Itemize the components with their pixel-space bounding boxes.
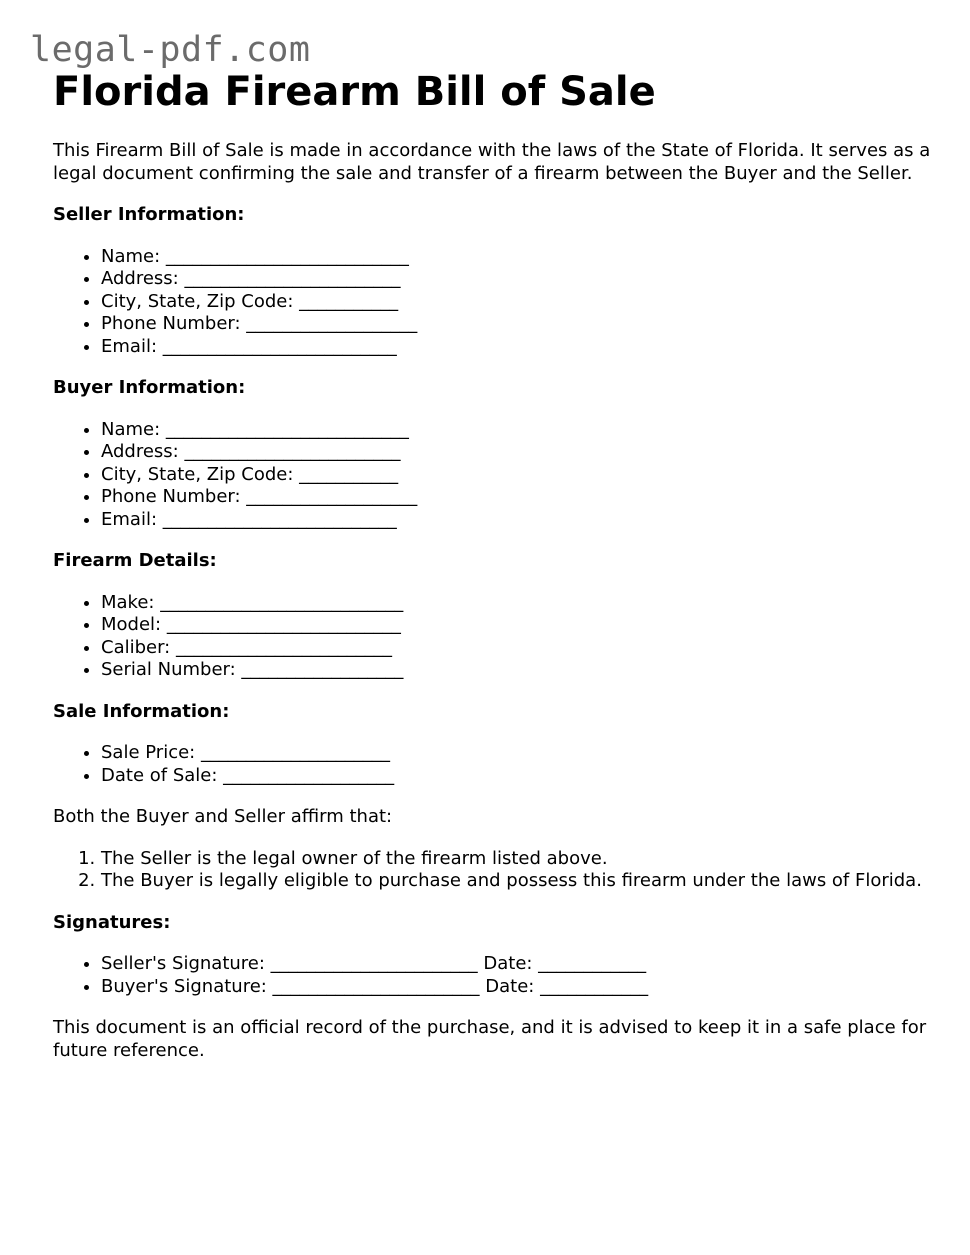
seller-city-state-zip-field: • City, State, Zip Code: ___________ [101, 291, 933, 314]
buyer-signature-line: • Buyer's Signature: _______________________ Date: ____________ [101, 976, 933, 999]
firearm-caliber-field: • Caliber: ________________________ [101, 637, 933, 660]
seller-name-field: • Name: ___________________________ [101, 246, 933, 269]
seller-info-heading: Seller Information: [53, 204, 245, 225]
affirmation-item-buyer: 2. The Buyer is legally eligible to purchase and possess this firearm under the laws of Florida. [101, 870, 933, 893]
affirmation-intro: Both the Buyer and Seller affirm that: [53, 806, 393, 827]
affirmation-list [53, 848, 933, 893]
signatures-heading: Signatures: [53, 911, 171, 933]
buyer-city-state-zip-field: • City, State, Zip Code: ___________ [101, 464, 933, 487]
buyer-phone-field: • Phone Number: ___________________ [101, 486, 933, 509]
firearm-serial-field: • Serial Number: __________________ [101, 659, 933, 682]
document-title: Florida Firearm Bill of Sale [53, 69, 656, 115]
seller-info-list [53, 246, 933, 359]
firearm-make-field: • Make: ___________________________ [101, 592, 933, 615]
seller-address-field: • Address: ________________________ [101, 268, 933, 291]
closing-paragraph: This document is an official record of the purchase, and it is advised to keep it in a safe place for future reference. [53, 1017, 927, 1061]
firearm-details-heading: Firearm Details: [53, 550, 217, 571]
seller-email-field: • Email: __________________________ [101, 336, 933, 359]
intro-paragraph: This Firearm Bill of Sale is made in accordance with the laws of the State of Florida. It serves as a legal document confirming the sale and transfer of a firearm between the Buyer and the Seller. [53, 140, 931, 184]
buyer-info-list [53, 419, 933, 532]
document-body [53, 68, 933, 1062]
firearm-details-list [53, 592, 933, 682]
seller-signature-line: • Seller's Signature: _______________________ Date: ____________ [101, 953, 933, 976]
sale-info-list [53, 742, 933, 787]
buyer-address-field: • Address: ________________________ [101, 441, 933, 464]
firearm-model-field: • Model: __________________________ [101, 614, 933, 637]
buyer-name-field: • Name: ___________________________ [101, 419, 933, 442]
buyer-email-field: • Email: __________________________ [101, 509, 933, 532]
sale-date-field: • Date of Sale: ___________________ [101, 765, 933, 788]
sale-info-heading: Sale Information: [53, 700, 230, 722]
affirmation-item-seller: 1. The Seller is the legal owner of the firearm listed above. [101, 848, 933, 871]
buyer-info-heading: Buyer Information: [53, 377, 246, 398]
watermark-logo: legal-pdf.com [30, 30, 311, 70]
sale-price-field: • Sale Price: _____________________ [101, 742, 933, 765]
signatures-list [53, 953, 933, 998]
seller-phone-field: • Phone Number: ___________________ [101, 313, 933, 336]
